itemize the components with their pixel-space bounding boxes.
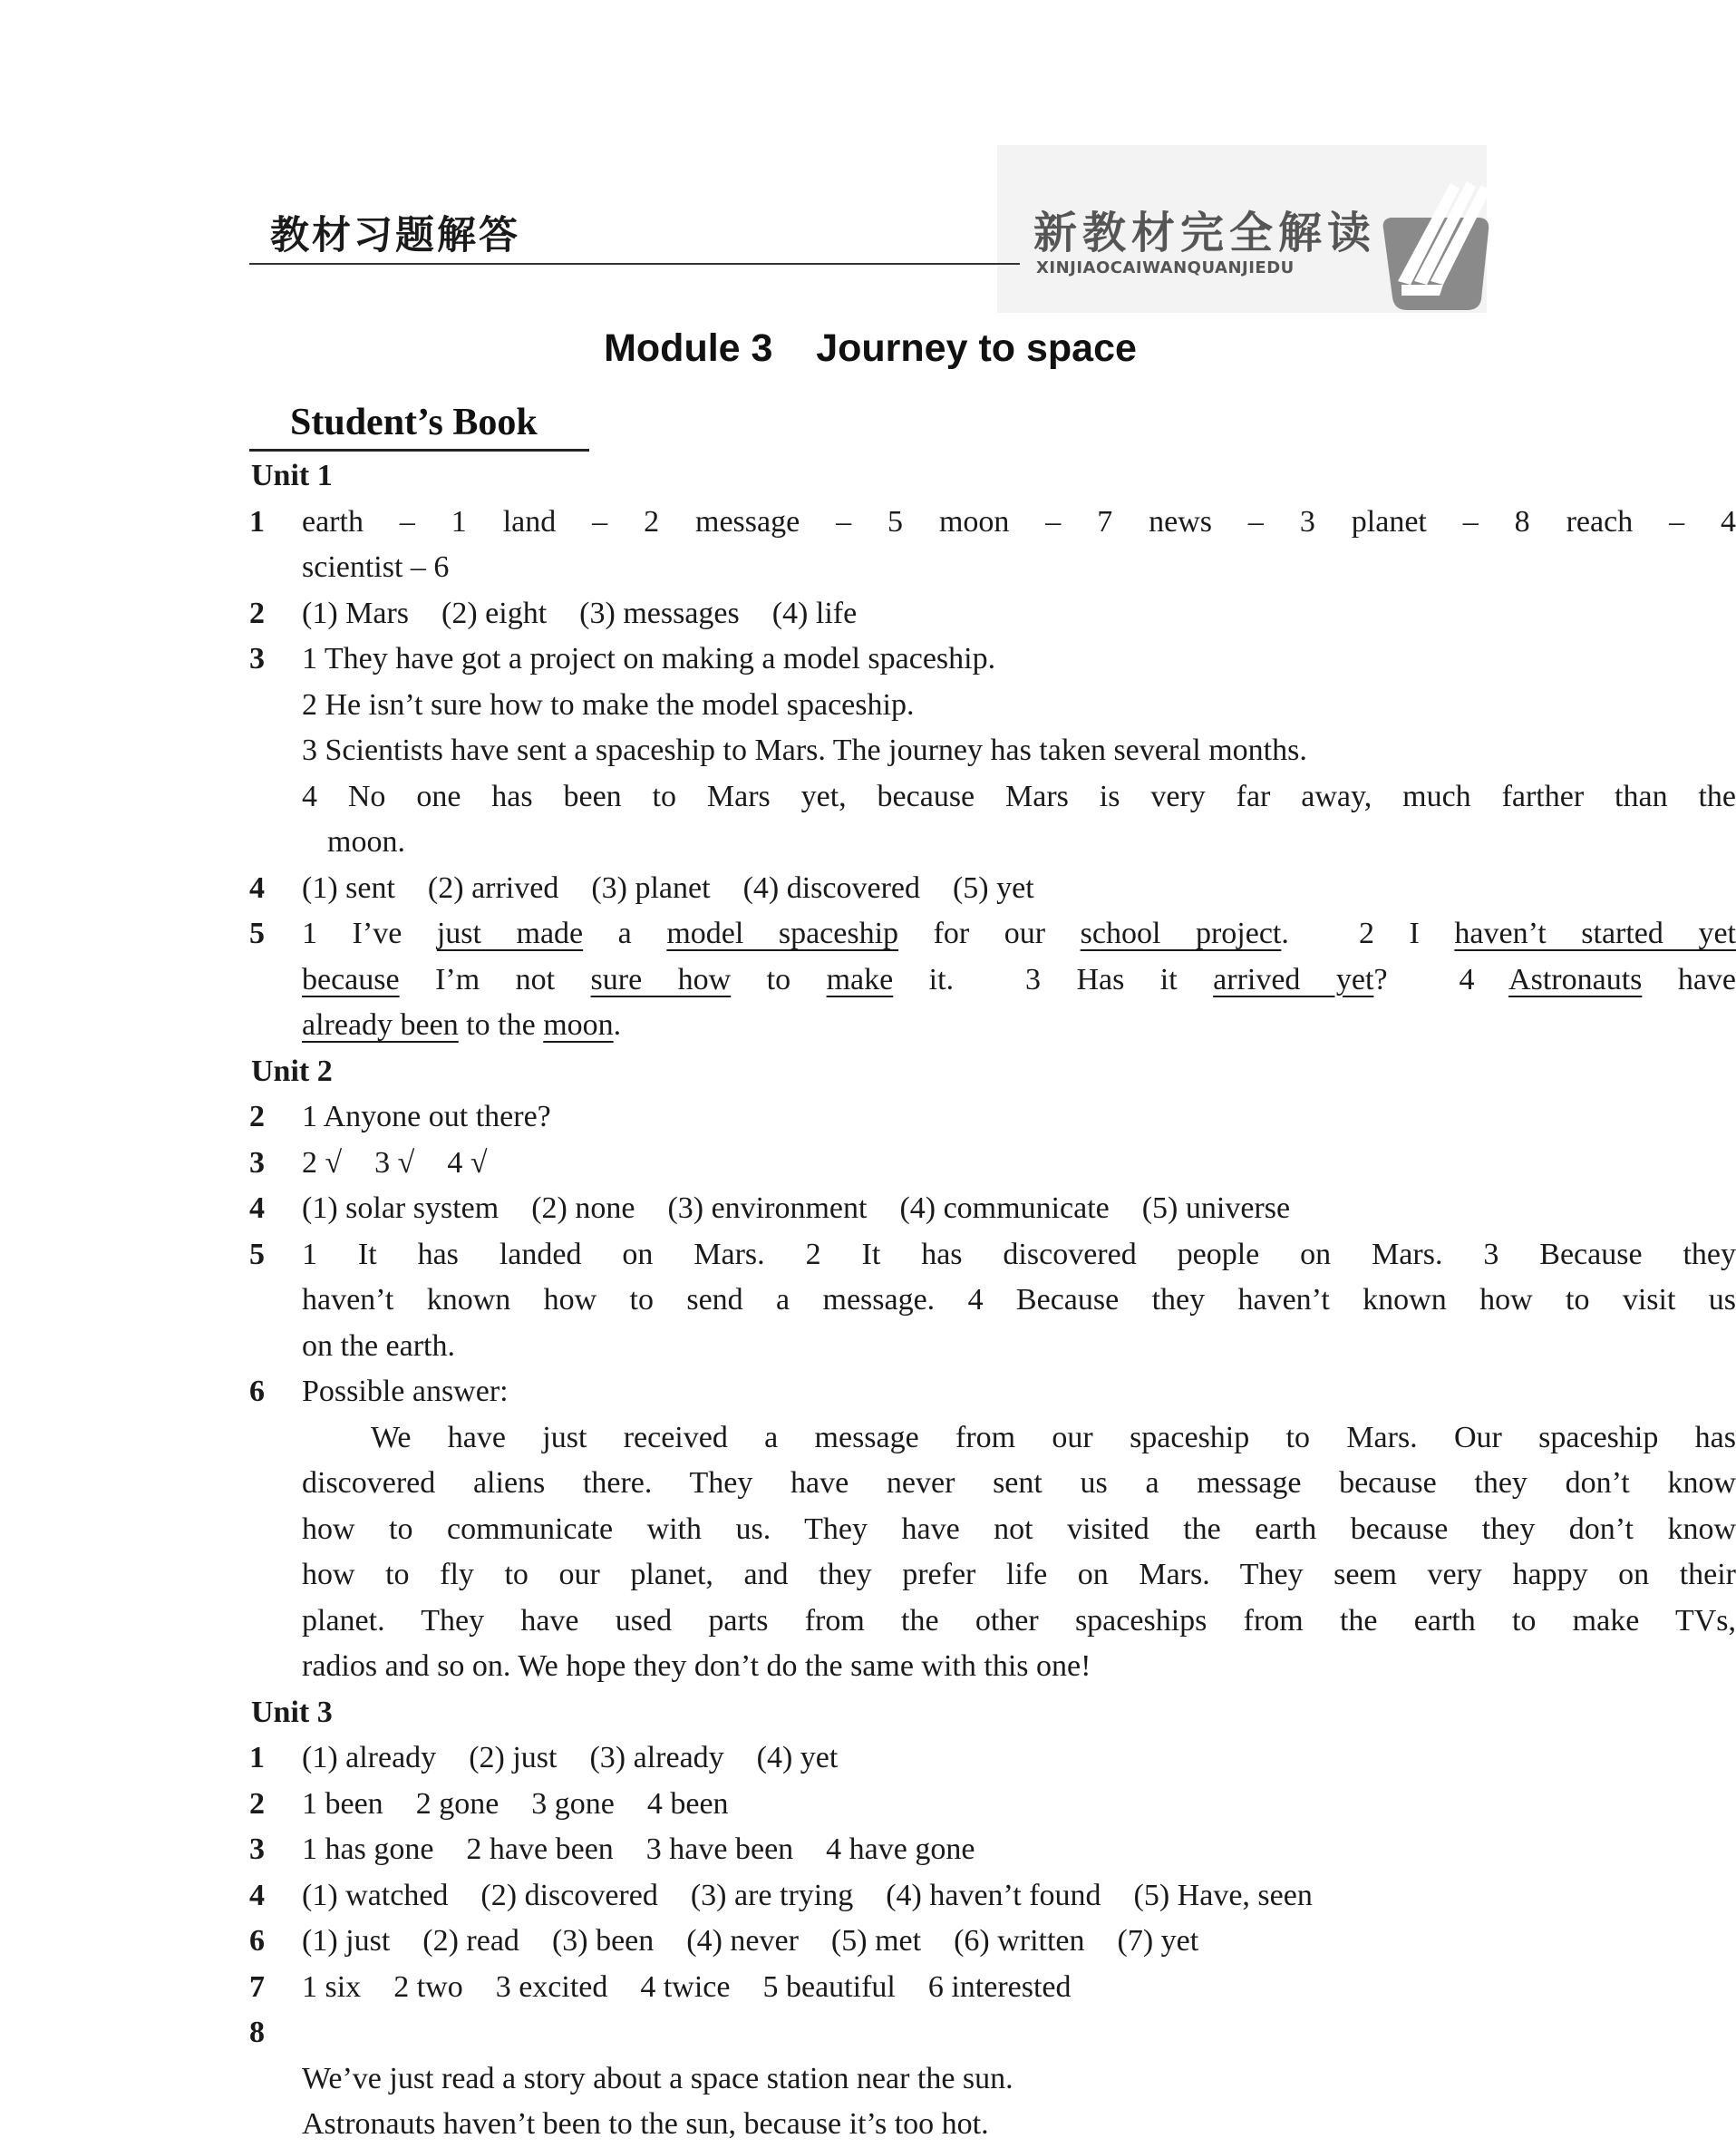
paragraph-line: discovered aliens there. They have never sent us a message because they don’t know — [302, 1466, 1736, 1500]
question-number: 1 — [249, 504, 265, 539]
question-row: 2 1 Anyone out there? — [249, 1100, 551, 1133]
question-row: 6 Possible answer: — [249, 1375, 509, 1408]
answer-line: 3 Scientists have sent a spaceship to Mars. The journey has taken several months. — [302, 734, 1307, 767]
answer-line: 1 has gone 2 have been 3 have been 4 have gone — [302, 1832, 975, 1866]
answer-line: (1) solar system (2) none (3) environment (4) communicate (5) universe — [302, 1191, 1291, 1225]
header-rule — [249, 263, 1020, 265]
answer-line: 1 six 2 two 3 excited 4 twice 5 beautiful 6 interested — [302, 1969, 1072, 2004]
answer-line: already been to the moon. — [302, 1008, 622, 1042]
answer-line: 1 been 2 gone 3 gone 4 been — [302, 1786, 729, 1821]
answer-line: (1) sent (2) arrived (3) planet (4) discovered (5) yet — [302, 870, 1034, 905]
paragraph-line: radios and so on. We hope they don’t do the same with this one! — [302, 1649, 1091, 1683]
question-row: 4 (1) sent (2) arrived (3) planet (4) discovered (5) yet — [249, 866, 1491, 912]
brand-name-cn: 新教材完全解读 — [1033, 208, 1377, 258]
question-row: 4 (1) solar system (2) none (3) environment (4) communicate (5) universe — [249, 1186, 1491, 1232]
question-row: 2 1 been 2 gone 3 gone 4 been — [249, 1782, 1491, 1828]
answer-line: (1) already (2) just (3) already (4) yet — [302, 1741, 839, 1774]
question-row: 2 (1) Mars (2) eight (3) messages (4) life — [249, 591, 1491, 637]
answer-line: earth – 1 land – 2 message – 5 moon – 7 news – 3 planet – 8 reach – 4 — [302, 504, 1736, 539]
question-row: 1 (1) already (2) just (3) already (4) yet — [249, 1735, 1491, 1782]
answer-content — [249, 453, 1736, 2148]
question-row: 8 — [249, 2016, 265, 2049]
paragraph-line: how to fly to our planet, and they prefer life on Mars. They seem very happy on their — [302, 1558, 1736, 1591]
book-title-rule — [249, 449, 589, 452]
answer-line: on the earth. — [302, 1328, 455, 1363]
answer-line: 2 He isn’t sure how to make the model spaceship. — [302, 687, 915, 722]
module-title: Module 3 Journey to space — [604, 326, 1137, 370]
answer-line: haven’t known how to send a message. 4 Because they haven’t known how to visit us — [302, 1283, 1736, 1317]
answer-line: 1 I’ve just made a model spaceship for our school project. 2 I haven’t started yet — [302, 917, 1736, 950]
answer-line: because I’m not sure how to make it. 3 Has it arrived yet? 4 Astronauts have — [302, 962, 1736, 996]
question-row: 7 1 six 2 two 3 excited 4 twice 5 beautiful 6 interested — [249, 1965, 1491, 2011]
book-logo-icon — [1380, 174, 1493, 310]
question-row: 3 1 has gone 2 have been 3 have been 4 have gone — [249, 1827, 1491, 1873]
answer-line: We’ve just read a story about a space station near the sun. — [302, 2061, 1013, 2095]
answer-line: (1) Mars (2) eight (3) messages (4) life — [302, 596, 858, 630]
paragraph-line: We have just received a message from our spaceship to Mars. Our spaceship has — [371, 1420, 1736, 1454]
unit-3-heading: Unit 3 — [251, 1695, 333, 1729]
answer-line: 4 No one has been to Mars yet, because Mars is very far away, much farther than the — [302, 779, 1736, 813]
question-row: 3 1 They have got a project on making a model spaceship. — [249, 642, 996, 676]
unit-2-heading: Unit 2 — [251, 1054, 333, 1088]
answer-continuation: scientist – 6 — [302, 550, 450, 584]
paragraph-line: how to communicate with us. They have not visited the earth because they don’t know — [302, 1511, 1736, 1546]
answer-line: (1) watched (2) discovered (3) are trying (4) haven’t found (5) Have, seen — [302, 1878, 1313, 1912]
question-row: 3 2 √ 3 √ 4 √ — [249, 1141, 1491, 1187]
question-row: 5 1 It has landed on Mars. 2 It has discovered people on Mars. 3 Because they — [249, 1232, 1491, 1278]
answer-line: (1) just (2) read (3) been (4) never (5) met (6) written (7) yet — [302, 1924, 1199, 1958]
paragraph-line: planet. They have used parts from the other spaceships from the earth to make TVs, — [302, 1603, 1736, 1638]
answer-continuation: moon. — [327, 825, 405, 859]
question-row: 5 1 I’ve just made a model spaceship for our school project. 2 I haven’t started yet — [249, 911, 1491, 957]
header-title: 教材习题解答 — [270, 213, 520, 258]
question-row: 6 (1) just (2) read (3) been (4) never (5) met (6) written (7) yet — [249, 1919, 1491, 1965]
question-row — [249, 500, 1736, 546]
question-row: 4 (1) watched (2) discovered (3) are trying (4) haven’t found (5) Have, seen — [249, 1873, 1491, 1920]
answer-line: Astronauts haven’t been to the sun, because it’s too hot. — [302, 2107, 989, 2141]
unit-1-heading: Unit 1 — [251, 459, 333, 492]
brand-name-en: XINJIAOCAIWANQUANJIEDU — [1036, 258, 1295, 277]
answer-line: 2 √ 3 √ 4 √ — [302, 1145, 488, 1180]
book-title: Student’s Book — [290, 402, 538, 443]
answer-line: 1 It has landed on Mars. 2 It has discovered people on Mars. 3 Because they — [302, 1237, 1736, 1271]
